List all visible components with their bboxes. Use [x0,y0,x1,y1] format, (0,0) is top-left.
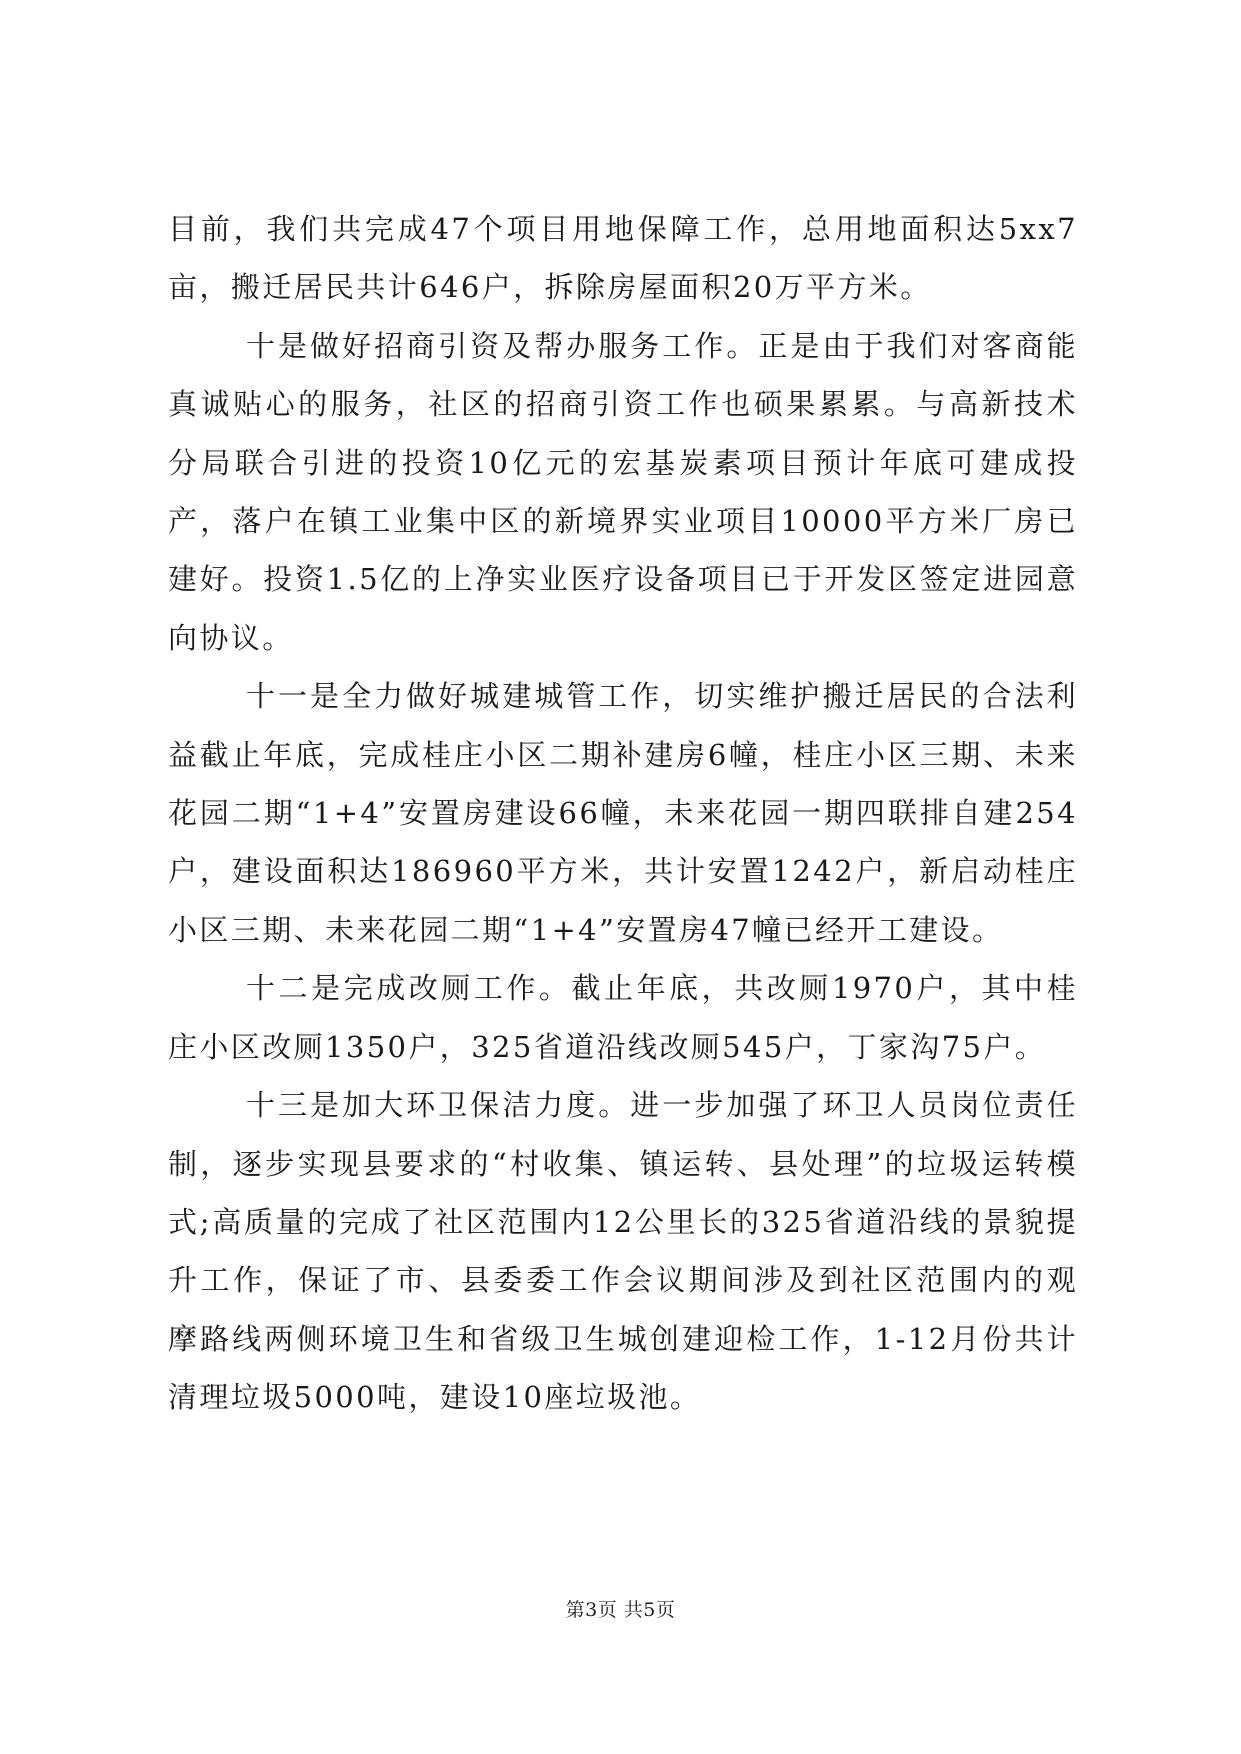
paragraph-toilet-renovation: 十二是完成改厕工作。截止年底，共改厕1970户，其中桂庄小区改厕1350户，325省道沿线改厕545户，丁家沟75户。 [168,971,1078,1064]
page-number-footer: 第3页 共5页 [565,1599,676,1621]
paragraph-investment: 十是做好招商引资及帮办服务工作。正是由于我们对客商能真诚贴心的服务，社区的招商引资工作也硕果累累。与高新技术分局联合引进的投资10亿元的宏基炭素项目预计年底可建成投产，落户在镇工业集中区的新境界实业项目10000平方米厂房已建好。投资1.5亿的上净实业医疗设备项目已于开发区签定进园意向协议。 [168,328,1078,655]
paragraph-continued: 目前，我们共完成47个项目用地保障工作，总用地面积达5xx7亩，搬迁居民共计646户，拆除房屋面积20万平方米。 [168,212,1078,305]
paragraph-sanitation: 十三是加大环卫保洁力度。进一步加强了环卫人员岗位责任制，逐步实现县要求的“村收集、镇运转、县处理”的垃圾运转模式;高质量的完成了社区范围内12公里长的325省道沿线的景貌提升工作，保证了市、县委委工作会议期间涉及到社区范围内的观摩路线两侧环境卫生和省级卫生城创建迎检工作，1-12月份共计清理垃圾5000吨，建设10座垃圾池。 [168,1088,1078,1415]
paragraph-urban-construction: 十一是全力做好城建城管工作，切实维护搬迁居民的合法利益截止年底，完成桂庄小区二期补建房6幢，桂庄小区三期、未来花园二期“1+4”安置房建设66幢，未来花园一期四联排自建254户，建设面积达186960平方米，共计安置1242户，新启动桂庄小区三期、未来花园二期“1+4”安置房47幢已经开工建设。 [168,679,1078,947]
document-body [168,200,1078,1427]
